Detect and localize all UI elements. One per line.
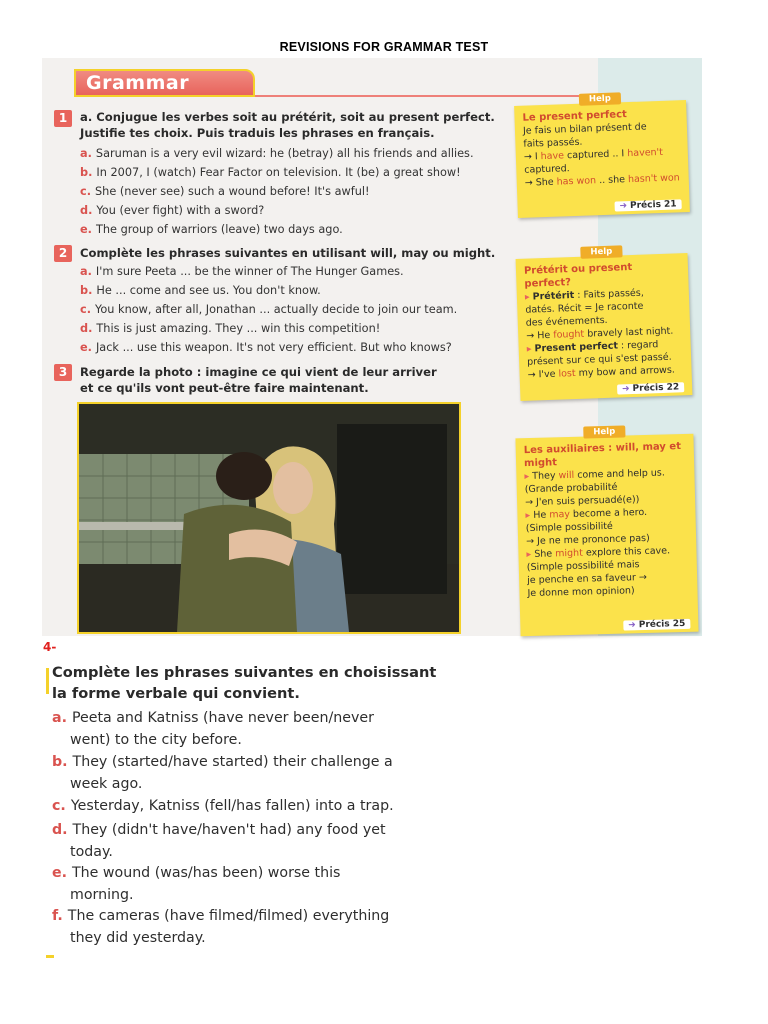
item-text: The wound (was/has been) worse this	[72, 865, 341, 881]
note-term: Present perfect	[534, 340, 619, 355]
item-letter: e.	[80, 341, 92, 354]
item-text: This is just amazing. They ... win this competition!	[96, 322, 381, 335]
note-line: faits passés.	[523, 136, 583, 150]
list-item	[80, 184, 370, 200]
list-item	[80, 146, 474, 162]
note-line: (Simple possibilité	[525, 520, 613, 535]
precis-reference	[614, 199, 681, 211]
item-letter: a.	[80, 147, 92, 160]
exercise-number-badge: 2	[54, 245, 72, 262]
instruction-line: Justifie tes choix. Puis traduis les phrases en français.	[80, 126, 435, 140]
item-text: went) to the city before.	[70, 731, 242, 748]
note-line: datés. Récit = Je raconte	[525, 300, 644, 316]
bullet-icon: ▸	[526, 548, 535, 561]
item-text: The cameras (have filmed/filmed) everything	[67, 908, 390, 924]
list-item	[52, 796, 394, 818]
item-text: The group of warriors (leave) two days ago.	[95, 223, 343, 236]
bullet-icon: ▸	[526, 343, 535, 355]
help-tag: Help	[580, 245, 622, 258]
note-highlight: may	[549, 508, 571, 521]
section-underline	[255, 95, 598, 97]
list-item	[80, 302, 457, 318]
help-note-preterit	[516, 246, 693, 401]
item-letter: c.	[52, 798, 66, 814]
item-letter: e.	[80, 223, 92, 236]
note-text: : regard	[617, 339, 659, 352]
note-term: Prétérit	[532, 290, 575, 303]
note-text: bravely last night.	[584, 325, 674, 340]
item-text: morning.	[70, 886, 134, 903]
note-text: → She	[524, 176, 557, 189]
item-text: She (never see) such a wound before! It's awful!	[95, 185, 370, 198]
item-text: Saruman is a very evil wizard: he (betray) all his friends and allies.	[95, 147, 474, 160]
item-text: You (ever fight) with a sword?	[96, 204, 265, 217]
exercise-number-badge: 3	[54, 364, 72, 381]
item-text: Peeta and Katniss (have never been/never	[71, 710, 374, 726]
note-text: → I	[523, 151, 541, 163]
item-text: today.	[70, 843, 113, 860]
item-text: they did yesterday.	[70, 929, 206, 946]
note-highlight: has won	[556, 175, 597, 188]
note-line: des événements.	[525, 314, 608, 329]
bullet-icon: ▸	[524, 291, 533, 303]
precis-reference	[623, 619, 690, 631]
exercise-3-instruction	[80, 364, 437, 396]
note-text: She	[534, 548, 556, 560]
note-highlight: have	[540, 150, 565, 163]
instruction-line: a. Conjugue les verbes soit au prétérit, soit au present perfect.	[80, 110, 495, 124]
note-text: They	[532, 470, 559, 482]
note-highlight: fought	[553, 328, 585, 341]
list-item	[52, 708, 374, 751]
precis-label: Précis 25	[638, 618, 686, 631]
instruction-line: Complète les phrases suivantes en choisissant	[52, 664, 437, 681]
item-letter: a.	[80, 265, 92, 278]
list-item	[52, 906, 389, 949]
item-text: In 2007, I (watch) Fear Factor on television. It (be) a great show!	[96, 166, 461, 179]
exercise-2-instruction: Complète les phrases suivantes en utilisant will, may ou might.	[80, 246, 496, 260]
precis-label: Précis 21	[629, 199, 677, 212]
arrow-icon: ➜	[628, 620, 636, 631]
note-title: Le present perfect	[522, 109, 628, 124]
item-text: I'm sure Peeta ... be the winner of The Hunger Games.	[95, 265, 404, 278]
grammar-section-tab	[74, 69, 255, 97]
item-letter: b.	[52, 754, 68, 770]
instruction-line: la forme verbale qui convient.	[52, 685, 300, 702]
list-item	[80, 264, 404, 280]
highlight-mark	[46, 955, 54, 958]
item-letter: f.	[52, 908, 63, 924]
arrow-icon: ➜	[619, 201, 628, 212]
item-letter: c.	[80, 185, 91, 198]
note-text: become a hero.	[569, 506, 648, 520]
exercise-4-instruction	[52, 662, 436, 704]
item-text: Yesterday, Katniss (fell/has fallen) into a trap.	[70, 798, 394, 814]
note-title: Prétérit ou present perfect?	[523, 261, 633, 290]
highlight-bar	[46, 668, 49, 694]
item-letter: c.	[80, 303, 91, 316]
list-item	[52, 820, 386, 863]
note-text: my bow and arrows.	[575, 364, 676, 380]
list-item	[80, 283, 321, 299]
precis-label: Précis 22	[632, 382, 680, 395]
item-letter: d.	[80, 204, 93, 217]
document-title: REVISIONS FOR GRAMMAR TEST	[279, 40, 489, 54]
list-item	[52, 752, 393, 795]
bullet-icon: ▸	[525, 509, 534, 522]
exercise-number-badge: 1	[54, 110, 72, 127]
precis-reference	[617, 382, 684, 394]
note-highlight: hasn't won	[627, 172, 680, 186]
instruction-line: et ce qu'ils vont peut-être faire maintenant.	[80, 381, 369, 395]
note-highlight: might	[555, 547, 584, 560]
item-text: They (didn't have/haven't had) any food yet	[72, 822, 386, 838]
list-item	[80, 203, 264, 219]
section-title: Grammar	[86, 72, 190, 94]
note-line: (Grande probabilité	[524, 481, 618, 496]
note-text: → I've	[527, 368, 559, 381]
item-text: Jack ... use this weapon. It's not very efficient. But who knows?	[95, 341, 452, 354]
item-letter: b.	[80, 284, 93, 297]
note-highlight: will	[558, 469, 575, 482]
exercise-1-instruction	[80, 109, 495, 141]
note-line: → J'en suis persuadé(e))	[524, 494, 640, 509]
note-line: (Simple possibilité mais	[526, 559, 640, 574]
list-item	[80, 222, 343, 238]
arrow-icon: ➜	[621, 384, 630, 395]
help-note-present-perfect	[514, 93, 690, 218]
note-text: .. she	[595, 174, 629, 187]
exercise-4-marker: 4-	[43, 640, 57, 654]
item-letter: e.	[52, 865, 68, 881]
list-item	[80, 321, 380, 337]
note-line: Je donne mon opinion)	[527, 585, 635, 600]
note-text: explore this cave.	[582, 545, 671, 559]
note-line: captured.	[524, 163, 570, 176]
help-tag: Help	[579, 92, 621, 105]
note-highlight: lost	[558, 368, 576, 380]
note-line: je penche en sa faveur →	[527, 571, 648, 587]
item-letter: d.	[52, 822, 68, 838]
bullet-icon: ▸	[524, 470, 533, 483]
scene-photo	[77, 402, 461, 634]
note-highlight: haven't	[627, 146, 664, 160]
note-line: Je fais un bilan présent de	[522, 121, 647, 137]
photo-illustration	[79, 404, 459, 632]
item-text: week ago.	[70, 775, 143, 792]
note-text: → He	[526, 329, 554, 342]
list-item	[80, 165, 461, 181]
note-text: : Faits passés,	[574, 287, 644, 302]
help-note-auxiliaires	[515, 426, 698, 637]
item-letter: a.	[52, 710, 67, 726]
instruction-line: Regarde la photo : imagine ce qui vient de leur arriver	[80, 365, 437, 379]
note-text: He	[533, 509, 550, 521]
note-text: come and help us.	[574, 467, 665, 481]
item-letter: b.	[80, 166, 93, 179]
note-line: → Je ne me prononce pas)	[526, 532, 650, 548]
note-line: présent sur ce qui s'est passé.	[526, 351, 672, 368]
note-title: Les auxiliaires : will, may et might	[523, 441, 682, 470]
item-text: He ... come and see us. You don't know.	[96, 284, 321, 297]
item-text: You know, after all, Jonathan ... actually decide to join our team.	[95, 303, 458, 316]
note-text: captured .. I	[563, 148, 628, 162]
item-text: They (started/have started) their challenge a	[72, 754, 393, 770]
list-item	[80, 340, 452, 356]
item-letter: d.	[80, 322, 93, 335]
help-tag: Help	[583, 425, 625, 438]
list-item	[52, 863, 340, 906]
